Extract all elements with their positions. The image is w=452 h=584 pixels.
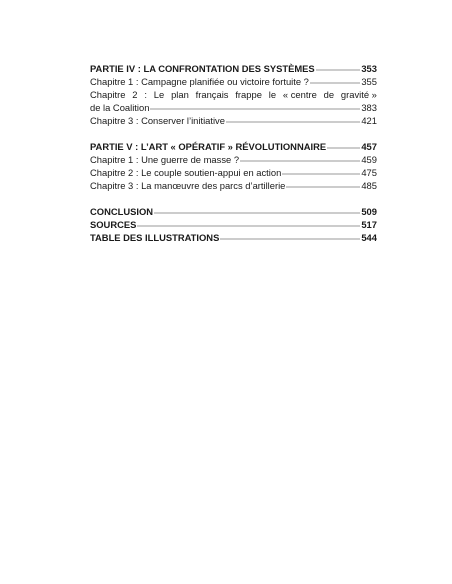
dot-leader: [154, 206, 360, 214]
toc-word: plan: [171, 89, 189, 100]
toc-conclusion[interactable]: [90, 205, 377, 218]
dot-leader: [286, 180, 360, 188]
toc-section-page: 509: [361, 206, 377, 217]
toc-part-5[interactable]: [90, 140, 377, 153]
toc-word: gravité »: [340, 89, 377, 100]
toc-part-5-chapter-1[interactable]: [90, 153, 377, 166]
toc-part-4-chapter-1[interactable]: [90, 75, 377, 88]
spacer: [90, 127, 377, 140]
toc-section-title: TABLE DES ILLUSTRATIONS: [90, 232, 220, 243]
toc-word: français: [195, 89, 229, 100]
toc-section-page: 517: [361, 219, 377, 230]
toc-part-4-title: PARTIE IV : LA CONFRONTATION DES SYSTÈMES: [90, 63, 315, 74]
toc-chapter-title-cont: de la Coalition: [90, 102, 150, 113]
toc-section-title: SOURCES: [90, 219, 137, 230]
spacer: [90, 192, 377, 205]
toc-chapter-page: 421: [361, 115, 377, 126]
toc-section-page: 544: [361, 232, 377, 243]
toc-chapter-title: Chapitre 1 : Une guerre de masse ?: [90, 154, 240, 165]
toc-word: frappe: [235, 89, 262, 100]
toc-word: Le: [153, 89, 165, 100]
toc-chapter-page: 383: [361, 102, 377, 113]
toc-illustrations[interactable]: [90, 231, 377, 244]
dot-leader: [240, 154, 360, 162]
toc-part-4-page: 353: [361, 63, 377, 74]
toc-word: :: [144, 89, 147, 100]
toc-section-title: CONCLUSION: [90, 206, 154, 217]
dot-leader: [316, 63, 361, 71]
toc-part-5-chapter-2[interactable]: [90, 166, 377, 179]
toc-part-5-title: PARTIE V : L’ART « OPÉRATIF » RÉVOLUTIONNAIRE: [90, 141, 327, 152]
dot-leader: [226, 115, 360, 123]
toc-chapter-page: 459: [361, 154, 377, 165]
dot-leader: [137, 219, 360, 227]
toc-word: « centre: [282, 89, 317, 100]
toc-part-4-chapter-2-line-1[interactable]: [90, 88, 377, 101]
toc-sources[interactable]: [90, 218, 377, 231]
toc-chapter-title: Chapitre 3 : Conserver l’initiative: [90, 115, 225, 126]
toc-chapter-title: Chapitre 1 : Campagne planifiée ou victoire fortuite ?: [90, 76, 309, 87]
toc-part-5-chapter-3[interactable]: [90, 179, 377, 192]
toc-word: de: [323, 89, 335, 100]
toc-chapter-title: Chapitre 3 : La manœuvre des parcs d’artillerie: [90, 180, 286, 191]
table-of-contents: [90, 62, 377, 244]
toc-word: 2: [132, 89, 138, 100]
toc-chapter-title: Chapitre 2 : Le couple soutien-appui en action: [90, 167, 282, 178]
toc-chapter-page: 485: [361, 180, 377, 191]
dot-leader: [282, 167, 360, 175]
toc-part-4-chapter-3[interactable]: [90, 114, 377, 127]
toc-part-5-page: 457: [361, 141, 377, 152]
dot-leader: [310, 76, 360, 84]
dot-leader: [220, 232, 360, 240]
toc-part-4[interactable]: [90, 62, 377, 75]
toc-word: Chapitre: [90, 89, 126, 100]
toc-chapter-page: 355: [361, 76, 377, 87]
toc-word: le: [268, 89, 277, 100]
toc-part-4-chapter-2-line-2[interactable]: [90, 101, 377, 114]
dot-leader: [150, 102, 360, 110]
toc-chapter-page: 475: [361, 167, 377, 178]
dot-leader: [327, 141, 360, 149]
